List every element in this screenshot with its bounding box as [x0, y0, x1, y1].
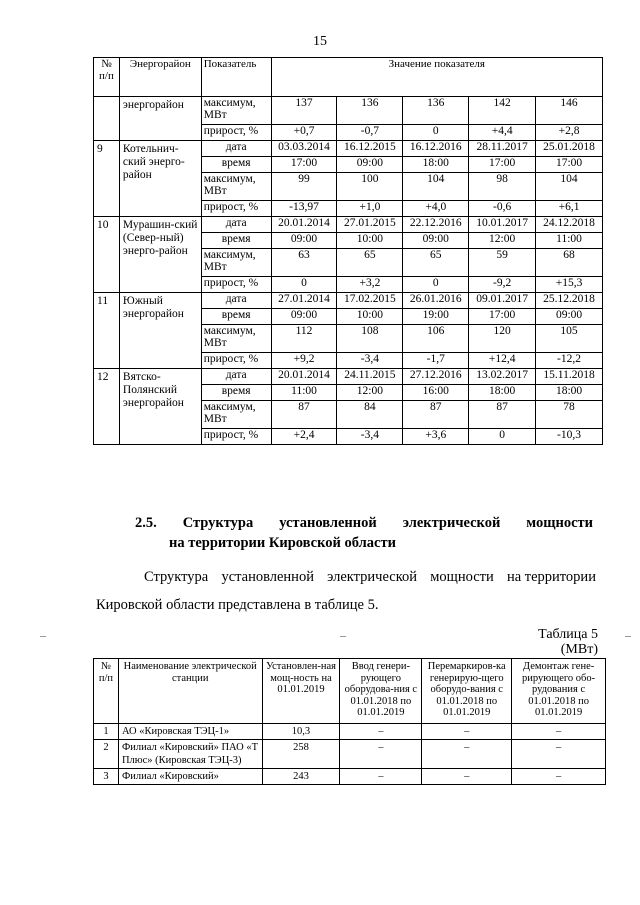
peak-load-table-body — [94, 97, 603, 445]
value-cell: 20.01.2014 — [271, 217, 337, 233]
paragraph-line1 — [96, 569, 596, 586]
value-cell: 104 — [403, 173, 469, 201]
indicator-cell: время — [201, 157, 271, 173]
value-cell: 112 — [271, 325, 337, 353]
value-cell: -0,7 — [337, 125, 403, 141]
table5-caption-unit: (МВт) — [560, 642, 598, 657]
col-header-num: № п/п — [94, 58, 120, 97]
value-cell: -3,4 — [337, 353, 403, 369]
value-cell: 17.02.2015 — [337, 293, 403, 309]
value-cell: 63 — [271, 249, 337, 277]
table-header-row — [94, 659, 606, 724]
indicator-cell: максимум, МВт — [201, 173, 271, 201]
value-cell: +0,7 — [271, 125, 337, 141]
value-cell: +4,4 — [469, 125, 536, 141]
indicator-cell: дата — [201, 141, 271, 157]
value-cell: 136 — [337, 97, 403, 125]
indicator-cell: максимум, МВт — [201, 97, 271, 125]
value-cell: 18:00 — [469, 385, 536, 401]
value-cell: 24.12.2018 — [536, 217, 603, 233]
row-number-cell: 3 — [94, 768, 119, 784]
indicator-cell: максимум, МВт — [201, 249, 271, 277]
row-number-cell: 2 — [94, 739, 119, 768]
col-header-station: Наименование электрической станции — [118, 659, 262, 724]
indicator-cell: дата — [201, 293, 271, 309]
value-cell: +9,2 — [271, 353, 337, 369]
value-cell: 84 — [337, 401, 403, 429]
paragraph-line2: Кировской области представлена в таблице 5. — [96, 597, 379, 613]
value-cell: 105 — [536, 325, 603, 353]
section-title-word: установленной — [279, 515, 377, 531]
col-header-indicator: Показатель — [201, 58, 271, 97]
installed-capacity-table — [93, 658, 606, 785]
indicator-cell: прирост, % — [201, 429, 271, 445]
district-cell: Вятско-Полянский энергорайон — [119, 369, 201, 445]
value-cell: 27.12.2016 — [403, 369, 469, 385]
value-cell: 24.11.2015 — [337, 369, 403, 385]
table-row — [94, 141, 603, 157]
value-cell: 18:00 — [536, 385, 603, 401]
value-cell: 09:00 — [536, 309, 603, 325]
scan-mark: – — [40, 628, 46, 642]
value-cell: 100 — [337, 173, 403, 201]
value-cell: 65 — [337, 249, 403, 277]
value-cell: 0 — [403, 277, 469, 293]
capacity-cell: 258 — [262, 739, 340, 768]
value-cell: 120 — [469, 325, 536, 353]
value-cell: 87 — [469, 401, 536, 429]
table5-caption — [538, 627, 598, 657]
dismantle-cell: – — [512, 723, 606, 739]
table-header-row — [94, 58, 603, 97]
section-heading-line1 — [135, 513, 593, 533]
section-heading — [135, 513, 593, 553]
value-cell: 78 — [536, 401, 603, 429]
value-cell: -10,3 — [536, 429, 603, 445]
paragraph-word: на территории — [506, 569, 596, 585]
table-row — [94, 723, 606, 739]
col-header-value: Значение показателя — [271, 58, 602, 97]
value-cell: 18:00 — [403, 157, 469, 173]
dismantle-cell: – — [512, 768, 606, 784]
value-cell: -1,7 — [403, 353, 469, 369]
section-title-word: мощности — [526, 515, 593, 531]
table5-caption-label: Таблица 5 — [538, 627, 598, 642]
value-cell: 98 — [469, 173, 536, 201]
value-cell: 136 — [403, 97, 469, 125]
indicator-cell: дата — [201, 217, 271, 233]
value-cell: 16.12.2016 — [403, 141, 469, 157]
indicator-cell: время — [201, 233, 271, 249]
indicator-cell: прирост, % — [201, 201, 271, 217]
paragraph-word: электрической — [327, 569, 418, 585]
remarking-cell: – — [422, 723, 512, 739]
value-cell: 25.12.2018 — [536, 293, 603, 309]
capacity-cell: 10,3 — [262, 723, 340, 739]
dismantle-cell: – — [512, 739, 606, 768]
row-number-cell: 12 — [94, 369, 120, 445]
value-cell: -13,97 — [271, 201, 337, 217]
value-cell: 0 — [469, 429, 536, 445]
installed-capacity-table-body — [94, 723, 606, 784]
value-cell: +2,8 — [536, 125, 603, 141]
row-number-cell — [94, 97, 120, 141]
remarking-cell: – — [422, 739, 512, 768]
value-cell: 12:00 — [337, 385, 403, 401]
section-heading-line2: на территории Кировской области — [169, 535, 396, 551]
district-cell: Мурашин-ский (Север-ный) энерго-район — [119, 217, 201, 293]
value-cell: 87 — [403, 401, 469, 429]
value-cell: 26.01.2016 — [403, 293, 469, 309]
indicator-cell: время — [201, 385, 271, 401]
value-cell: 09:00 — [337, 157, 403, 173]
value-cell: 27.01.2015 — [337, 217, 403, 233]
value-cell: +2,4 — [271, 429, 337, 445]
value-cell: 11:00 — [271, 385, 337, 401]
col-header-dismantle: Демонтаж гене-рирующего обо-рудования с 01.01.2018 по 01.01.2019 — [512, 659, 606, 724]
value-cell: 10:00 — [337, 233, 403, 249]
value-cell: 17:00 — [469, 157, 536, 173]
value-cell: 09:00 — [271, 309, 337, 325]
value-cell: 0 — [271, 277, 337, 293]
value-cell: 17:00 — [271, 157, 337, 173]
value-cell: 03.03.2014 — [271, 141, 337, 157]
value-cell: 142 — [469, 97, 536, 125]
value-cell: 11:00 — [536, 233, 603, 249]
value-cell: 12:00 — [469, 233, 536, 249]
value-cell: 99 — [271, 173, 337, 201]
value-cell: 17:00 — [536, 157, 603, 173]
section-number: 2.5. — [135, 515, 157, 531]
value-cell: 137 — [271, 97, 337, 125]
value-cell: +3,2 — [337, 277, 403, 293]
value-cell: +12,4 — [469, 353, 536, 369]
value-cell: 59 — [469, 249, 536, 277]
value-cell: 20.01.2014 — [271, 369, 337, 385]
paragraph-word: установленной — [221, 569, 314, 585]
value-cell: 146 — [536, 97, 603, 125]
indicator-cell: максимум, МВт — [201, 401, 271, 429]
value-cell: 13.02.2017 — [469, 369, 536, 385]
value-cell: 25.01.2018 — [536, 141, 603, 157]
col-header-district: Энергорайон — [119, 58, 201, 97]
value-cell: 104 — [536, 173, 603, 201]
value-cell: -12,2 — [536, 353, 603, 369]
table-row — [94, 293, 603, 309]
col-header-num: № п/п — [94, 659, 119, 724]
row-number-cell: 1 — [94, 723, 119, 739]
row-number-cell: 9 — [94, 141, 120, 217]
value-cell: -9,2 — [469, 277, 536, 293]
value-cell: 87 — [271, 401, 337, 429]
indicator-cell: максимум, МВт — [201, 325, 271, 353]
value-cell: 16.12.2015 — [337, 141, 403, 157]
indicator-cell: время — [201, 309, 271, 325]
col-header-remarking: Перемаркиров-ка генерирую-щего оборудо-вания с 01.01.2018 по 01.01.2019 — [422, 659, 512, 724]
table-row — [94, 739, 606, 768]
input-cell: – — [340, 768, 422, 784]
page-number: 15 — [313, 34, 327, 49]
table-row — [94, 217, 603, 233]
table-row — [94, 369, 603, 385]
value-cell: +4,0 — [403, 201, 469, 217]
col-header-input: Ввод генери-рующего оборудова-ния с 01.01.2018 по 01.01.2019 — [340, 659, 422, 724]
scan-mark: – — [625, 628, 631, 642]
value-cell: 10:00 — [337, 309, 403, 325]
station-name-cell: Филиал «Кировский» — [118, 768, 262, 784]
value-cell: 27.01.2014 — [271, 293, 337, 309]
section-title-word: электрической — [402, 515, 501, 531]
paragraph-word: Структура — [144, 569, 209, 585]
table-row — [94, 97, 603, 125]
value-cell: 10.01.2017 — [469, 217, 536, 233]
value-cell: 0 — [403, 125, 469, 141]
value-cell: 106 — [403, 325, 469, 353]
row-number-cell: 11 — [94, 293, 120, 369]
paragraph-word: мощности — [430, 569, 494, 585]
value-cell: 17:00 — [469, 309, 536, 325]
value-cell: +15,3 — [536, 277, 603, 293]
row-number-cell: 10 — [94, 217, 120, 293]
value-cell: 65 — [403, 249, 469, 277]
col-header-capacity: Установлен-ная мощ-ность на 01.01.2019 — [262, 659, 340, 724]
value-cell: 16:00 — [403, 385, 469, 401]
value-cell: 09.01.2017 — [469, 293, 536, 309]
input-cell: – — [340, 739, 422, 768]
peak-load-table — [93, 57, 603, 445]
value-cell: 22.12.2016 — [403, 217, 469, 233]
capacity-cell: 243 — [262, 768, 340, 784]
district-cell: энергорайон — [119, 97, 201, 141]
indicator-cell: прирост, % — [201, 125, 271, 141]
value-cell: 15.11.2018 — [536, 369, 603, 385]
station-name-cell: Филиал «Кировский» ПАО «Т Плюс» (Кировская ТЭЦ-3) — [118, 739, 262, 768]
district-cell: Южный энергорайон — [119, 293, 201, 369]
table-row — [94, 768, 606, 784]
value-cell: 28.11.2017 — [469, 141, 536, 157]
value-cell: +6,1 — [536, 201, 603, 217]
input-cell: – — [340, 723, 422, 739]
scan-mark: – — [340, 628, 346, 642]
remarking-cell: – — [422, 768, 512, 784]
value-cell: +1,0 — [337, 201, 403, 217]
value-cell: -0,6 — [469, 201, 536, 217]
indicator-cell: прирост, % — [201, 353, 271, 369]
value-cell: -3,4 — [337, 429, 403, 445]
indicator-cell: дата — [201, 369, 271, 385]
indicator-cell: прирост, % — [201, 277, 271, 293]
value-cell: 68 — [536, 249, 603, 277]
value-cell: 108 — [337, 325, 403, 353]
value-cell: 09:00 — [403, 233, 469, 249]
value-cell: 19:00 — [403, 309, 469, 325]
district-cell: Котельнич-ский энерго-район — [119, 141, 201, 217]
value-cell: +3,6 — [403, 429, 469, 445]
value-cell: 09:00 — [271, 233, 337, 249]
station-name-cell: АО «Кировская ТЭЦ-1» — [118, 723, 262, 739]
section-title-word: Структура — [182, 515, 254, 531]
